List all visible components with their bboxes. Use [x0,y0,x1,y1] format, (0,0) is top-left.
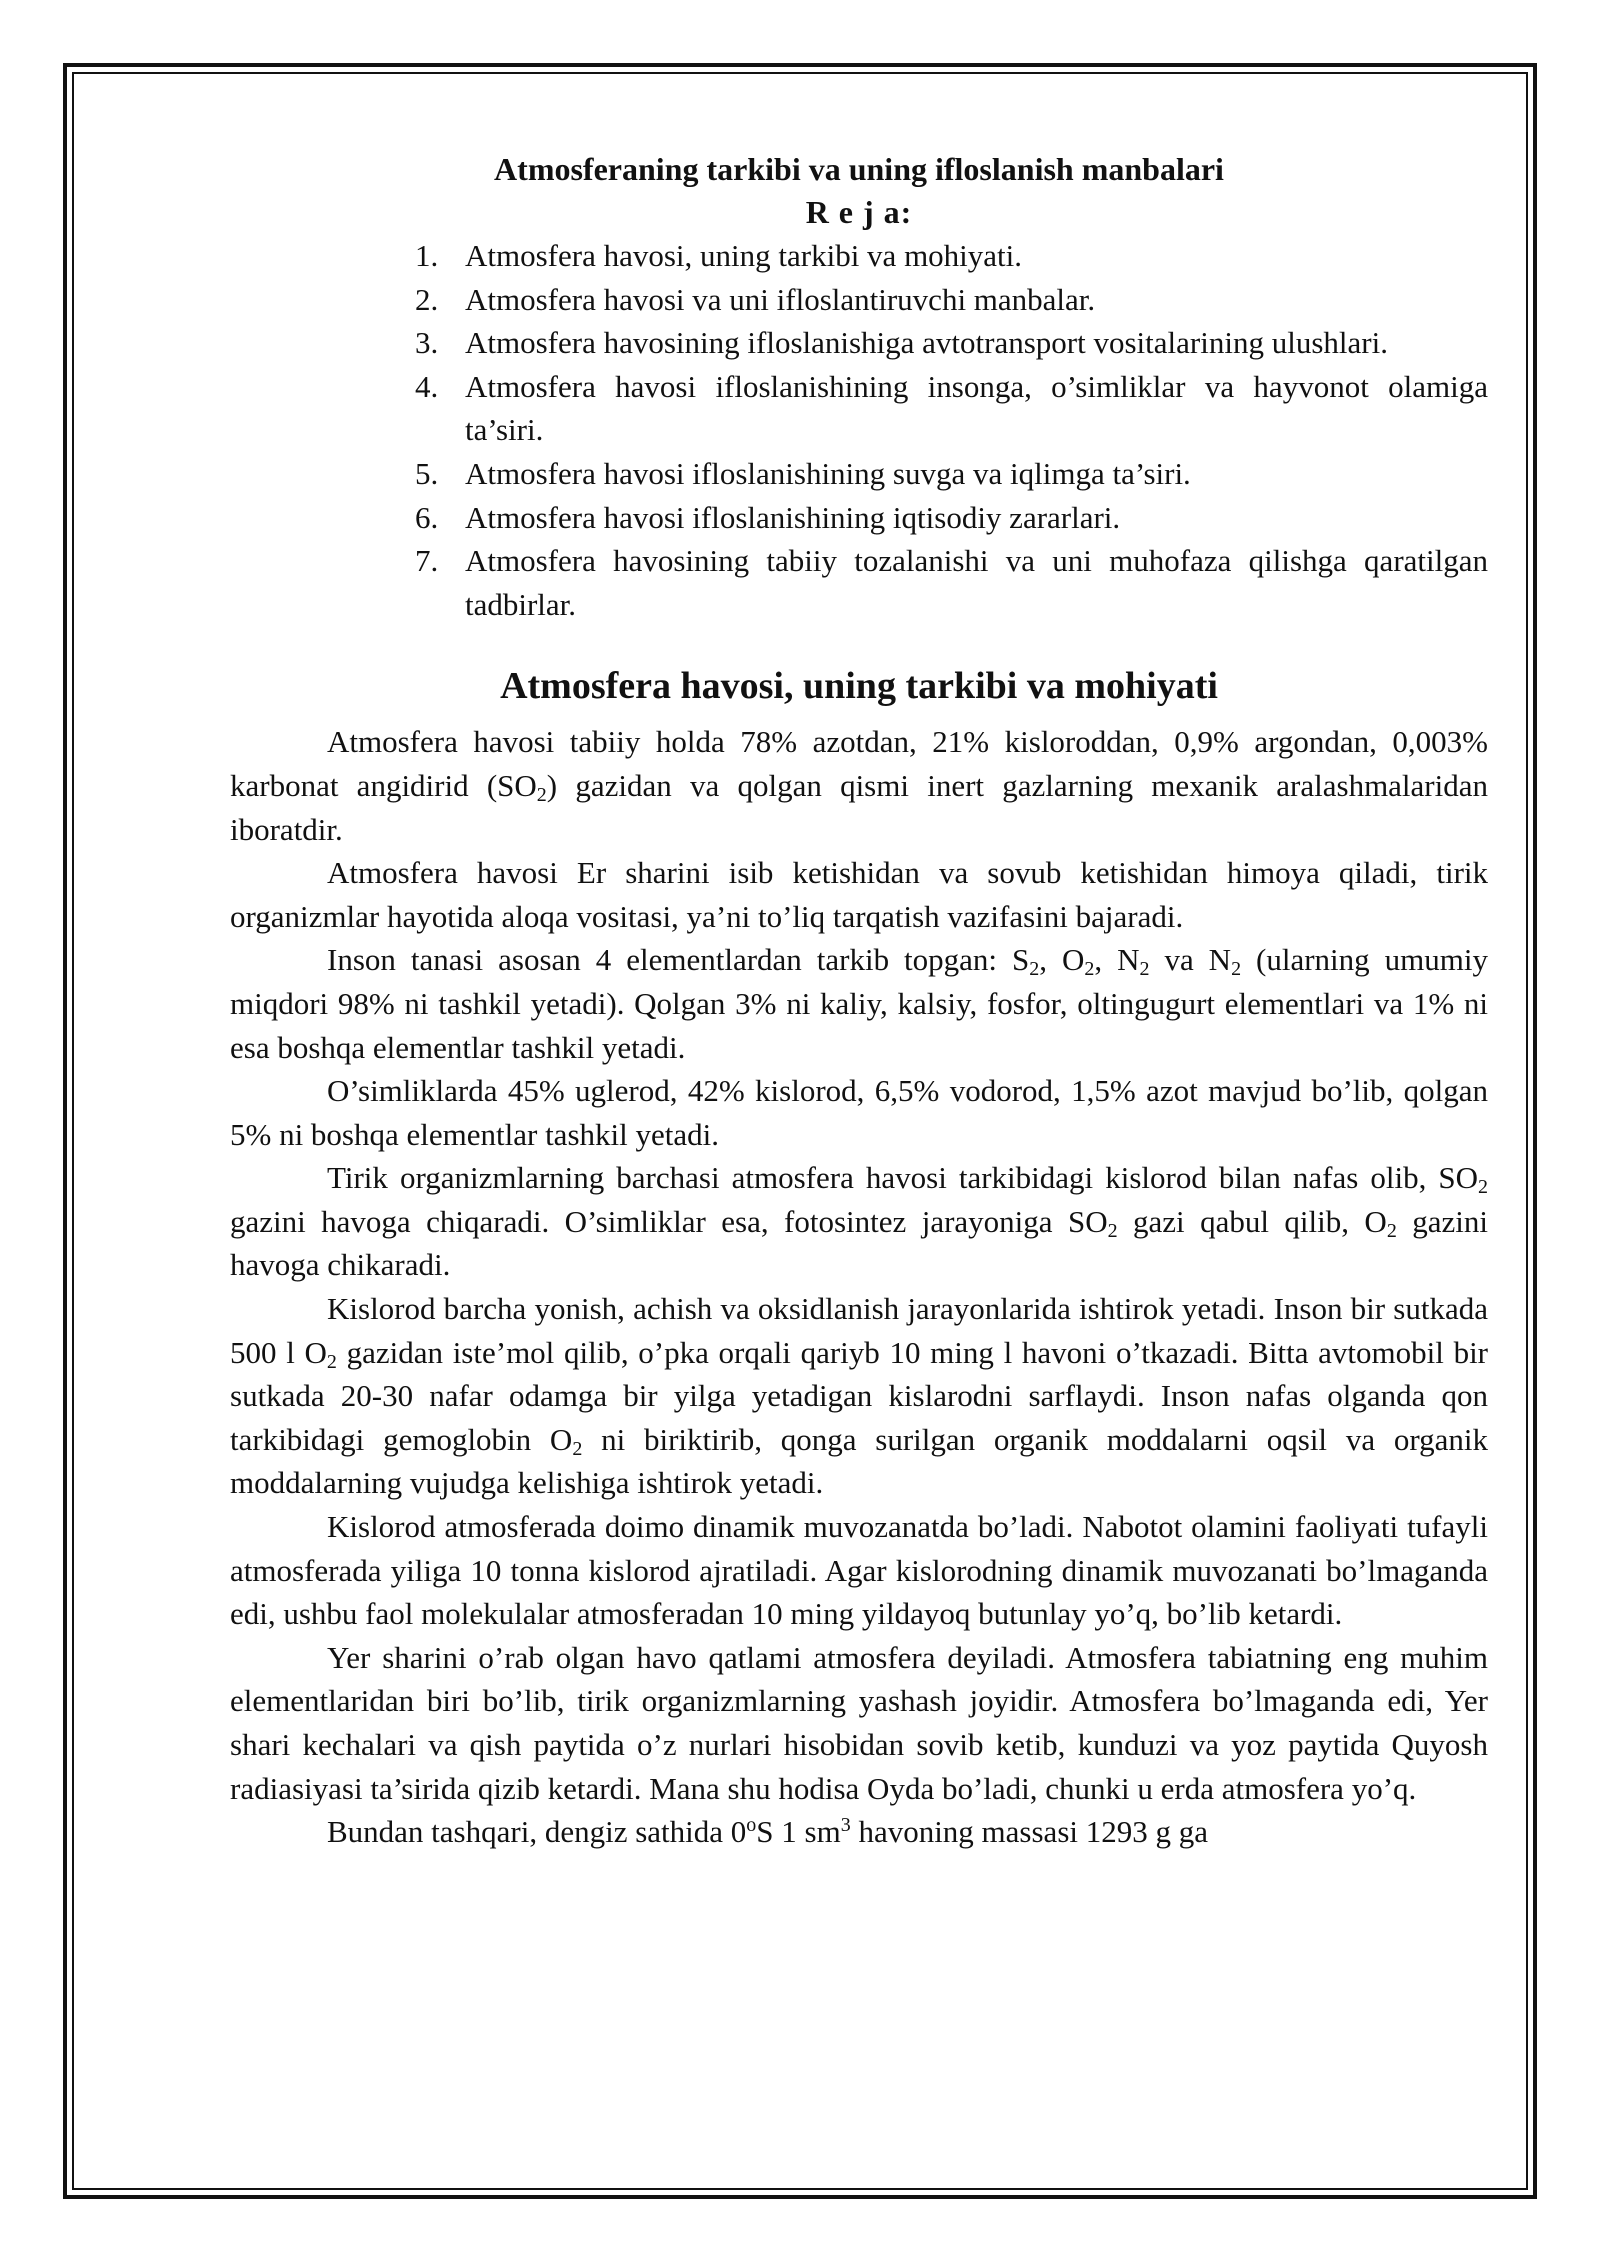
plan-item [415,452,1488,496]
plan-item [415,496,1488,540]
paragraph-air-protection: Atmosfera havosi Er sharini isib ketishidan va sovub ketishidan himoya qiladi, tirik organizmlar hayotida aloqa vositasi, ya’ni to’liq tarqatish vazifasini bajaradi. [230,855,1488,934]
paragraph-plants: O’simliklarda 45% uglerod, 42% kislorod, 6,5% vodorod, 1,5% azot mavjud bo’lib, qolgan 5% ni boshqa elementlar tashkil yetadi. [230,1073,1488,1152]
plan-item [415,234,1488,278]
paragraph-air-mass: Bundan tashqari, dengiz sathida 0$^o$S 1 $sm^3$ havoning massasi 1293 g ga [327,1814,1209,1850]
plan-item-text: Atmosfera havosining ifloslanishiga avtotransport vositalarining ulushlari. [465,325,1388,361]
plan-item-text: Atmosfera havosi ifloslanishining suvga va iqlimga ta’siri. [465,455,1191,491]
paragraph-human-body: Inson tanasi asosan 4 elementlardan tarkib topgan: $S_2$, $O_2$, $N_2$ va $N_2$ (ularning umumiy miqdori 98% ni tashkil yetadi). Qolgan 3% ni kaliy, kalsiy, fosfor, oltingugurt elementlari va 1% ni esa boshqa elementlar tashkil yetadi. [230,942,1488,1065]
plan-item [415,365,1488,452]
paragraph-oxygen: Kislorod barcha yonish, achish va oksidlanish jarayonlarida ishtirok yetadi. Inson bir sutkada 500 l $O_2$ gazidan iste’mol qilib, o’pka orqali qariyb 10 ming l havoni o’tkazadi. Bitta avtomobil bir sutkada 20-30 nafar odamga bir yilga yetadigan kislarodni sarflaydi. Inson nafas olganda qon tarkibidagi gemoglobin $O_2$ ni biriktirib, qonga surilgan organik moddalarni oqsil va organik moddalarning vujudga kelishiga ishtirok yetadi. [230,1291,1489,1501]
plan-item-number: 3. [415,325,439,361]
plan-item-text: Atmosfera havosi, uning tarkibi va mohiyati. [465,238,1023,273]
paragraph-atmosphere-definition: Yer sharini o’rab olgan havo qatlami atmosfera deyiladi. Atmosfera tabiatning eng muhim elementlaridan biri bo’lib, tirik organizmlarning yashash joyidir. Atmosfera bo’lmaganda edi, Yer shari kechalari va qish paytida o’z nurlari hisobidan sovib ketib, kunduzi va yoz paytida Quyosh radiasiyasi ta’sirida qizib ketardi. Mana shu hodisa Oyda bo’ladi, chunki u erda atmosfera yo’q. [230,1639,1488,1806]
plan-item-number: 4. [415,368,439,404]
plan-item-number: 5. [415,455,439,491]
plan-item-number: 1. [415,238,439,273]
plan-item-number: 6. [415,499,439,535]
document-body [230,148,1488,1854]
plan-item-number: 2. [415,281,439,317]
plan-item [415,321,1488,365]
document-title: Atmosferaning tarkibi va uning ifloslanish manbalari [494,151,1224,187]
plan-list [230,234,1488,626]
plan-item-text: Atmosfera havosi ifloslanishining insonga, o’simliklar va hayvonot olamiga ta’siri. [465,368,1488,448]
plan-item-text: Atmosfera havosi va uni ifloslantiruvchi manbalar. [465,281,1096,317]
section-title: Atmosfera havosi, uning tarkibi va mohiyati [500,665,1218,708]
paragraph-oxygen-balance: Kislorod atmosferada doimo dinamik muvozanatda bo’ladi. Nabotot olamini faoliyati tufayli atmosferada yiliga 10 tonna kislorod ajratiladi. Agar kislorodning dinamik muvozanati bo’lmaganda edi, ushbu faol molekulalar atmosferadan 10 ming yildayoq butunlay yo’q, bo’lib ketardi. [230,1509,1488,1632]
plan-item-text: Atmosfera havosi ifloslanishining iqtisodiy zararlari. [465,499,1121,535]
plan-item [415,539,1488,626]
plan-item-number: 7. [415,543,439,579]
plan-item [415,278,1488,322]
plan-heading: R e j a: [805,194,913,230]
paragraph-organisms: Tirik organizmlarning barchasi atmosfera havosi tarkibidagi kislorod bilan nafas olib, $SO_2$ gazini havoga chiqaradi. O’simliklar esa, fotosintez jarayoniga $SO_2$ gazi qabul qilib, $O_2$ gazini havoga chikaradi. [230,1160,1488,1283]
paragraph-air-composition: Atmosfera havosi tabiiy holda 78% azotdan, 21% kisloroddan, 0,9% argondan, 0,003% karbonat angidirid $(SO_2)$ gazidan va qolgan qismi inert gazlarning mexanik aralashmalaridan iboratdir. [230,724,1489,847]
plan-item-text: Atmosfera havosining tabiiy tozalanishi va uni muhofaza qilishga qaratilgan tadbirlar. [465,543,1488,622]
